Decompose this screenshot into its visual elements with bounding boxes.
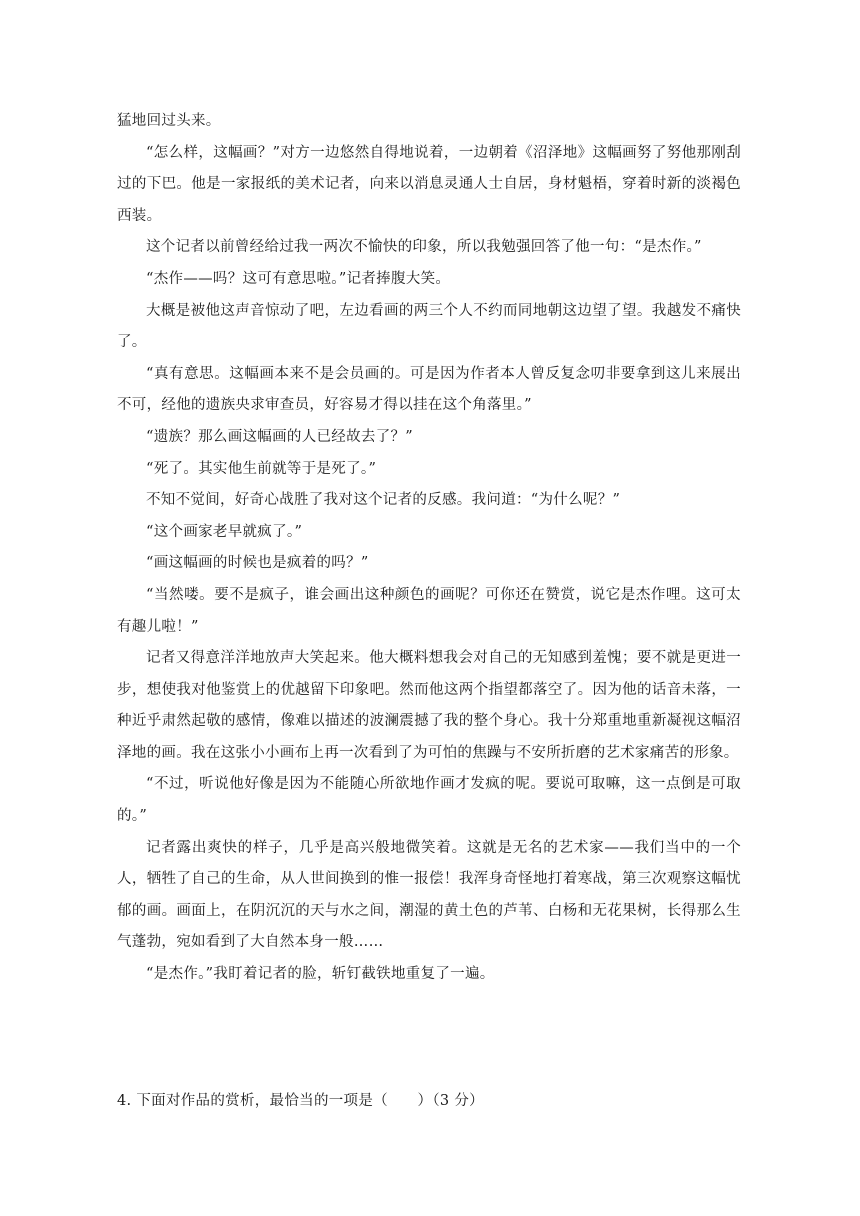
- paragraph: “画这幅画的时候也是疯着的吗？”: [146, 555, 369, 572]
- paragraph: 记者露出爽快的样子，几乎是高兴般地微笑着。这就是无名的艺术家——我们当中的一个人，牺牲了自己的生命，从人世间换到的惟一报偿！我浑身奇怪地打着寒战，第三次观察这幅忧郁的画。画面上，在阴沉沉的天与水之间，潮湿的黄土色的芦苇、白杨和无花果树，长得那么生气蓬勃，宛如看到了大自然本身一般……: [117, 839, 741, 951]
- paragraph: 这个记者以前曾经给过我一两次不愉快的印象，所以我勉强回答了他一句：“是杰作。”: [146, 239, 702, 256]
- paragraph: “是杰作。”我盯着记者的脸，斩钉截铁地重复了一遍。: [146, 966, 495, 983]
- question-4: 4. 下面对作品的赏析，最恰当的一项是（ ）（3 分）: [117, 1093, 484, 1109]
- paragraph: “怎么样，这幅画？”对方一边悠然自得地说着，一边朝着《沼泽地》这幅画努了努他那刚刮过的下巴。他是一家报纸的美术记者，向来以消息灵通人士自居，身材魁梧，穿着时新的淡褐色西装。: [117, 144, 741, 224]
- paragraph: “杰作——吗？这可有意思啦。”记者捧腹大笑。: [146, 270, 451, 287]
- story-text: [117, 106, 741, 991]
- paragraph: 记者又得意洋洋地放声大笑起来。他大概料想我会对自己的无知感到羞愧；要不就是更进一步，想使我对他鉴赏上的优越留下印象吧。然而他这两个指望都落空了。因为他的话音未落，一种近乎肃然起敬的感情，像难以描述的波澜震撼了我的整个身心。我十分郑重地重新凝视这幅沼泽地的画。我在这张小小画布上再一次看到了为可怕的焦躁与不安所折磨的艺术家痛苦的形象。: [117, 650, 741, 761]
- paragraph: “死了。其实他生前就等于是死了。”: [146, 460, 377, 477]
- paragraph: “真有意思。这幅画本来不是会员画的。可是因为作者本人曾反复念叨非要拿到这儿来展出不可，经他的遗族央求审查员，好容易才得以挂在这个角落里。”: [117, 365, 741, 414]
- paragraph: “这个画家老早就疯了。”: [146, 523, 303, 540]
- paragraph: “当然喽。要不是疯子，谁会画出这种颜色的画呢？可你还在赞赏，说它是杰作哩。这可太有趣儿啦！”: [117, 586, 741, 635]
- paragraph: “不过，听说他好像是因为不能随心所欲地作画才发疯的呢。要说可取嘛，这一点倒是可取的。”: [117, 776, 741, 825]
- paragraph: 猛地回过头来。: [117, 113, 221, 129]
- paragraph: 大概是被他这声音惊动了吧，左边看画的两三个人不约而同地朝这边望了望。我越发不痛快了。: [117, 302, 741, 351]
- paragraph: 不知不觉间，好奇心战胜了我对这个记者的反感。我问道：“为什么呢？”: [146, 492, 621, 509]
- paragraph: “遗族？那么画这幅画的人已经故去了？”: [146, 428, 414, 445]
